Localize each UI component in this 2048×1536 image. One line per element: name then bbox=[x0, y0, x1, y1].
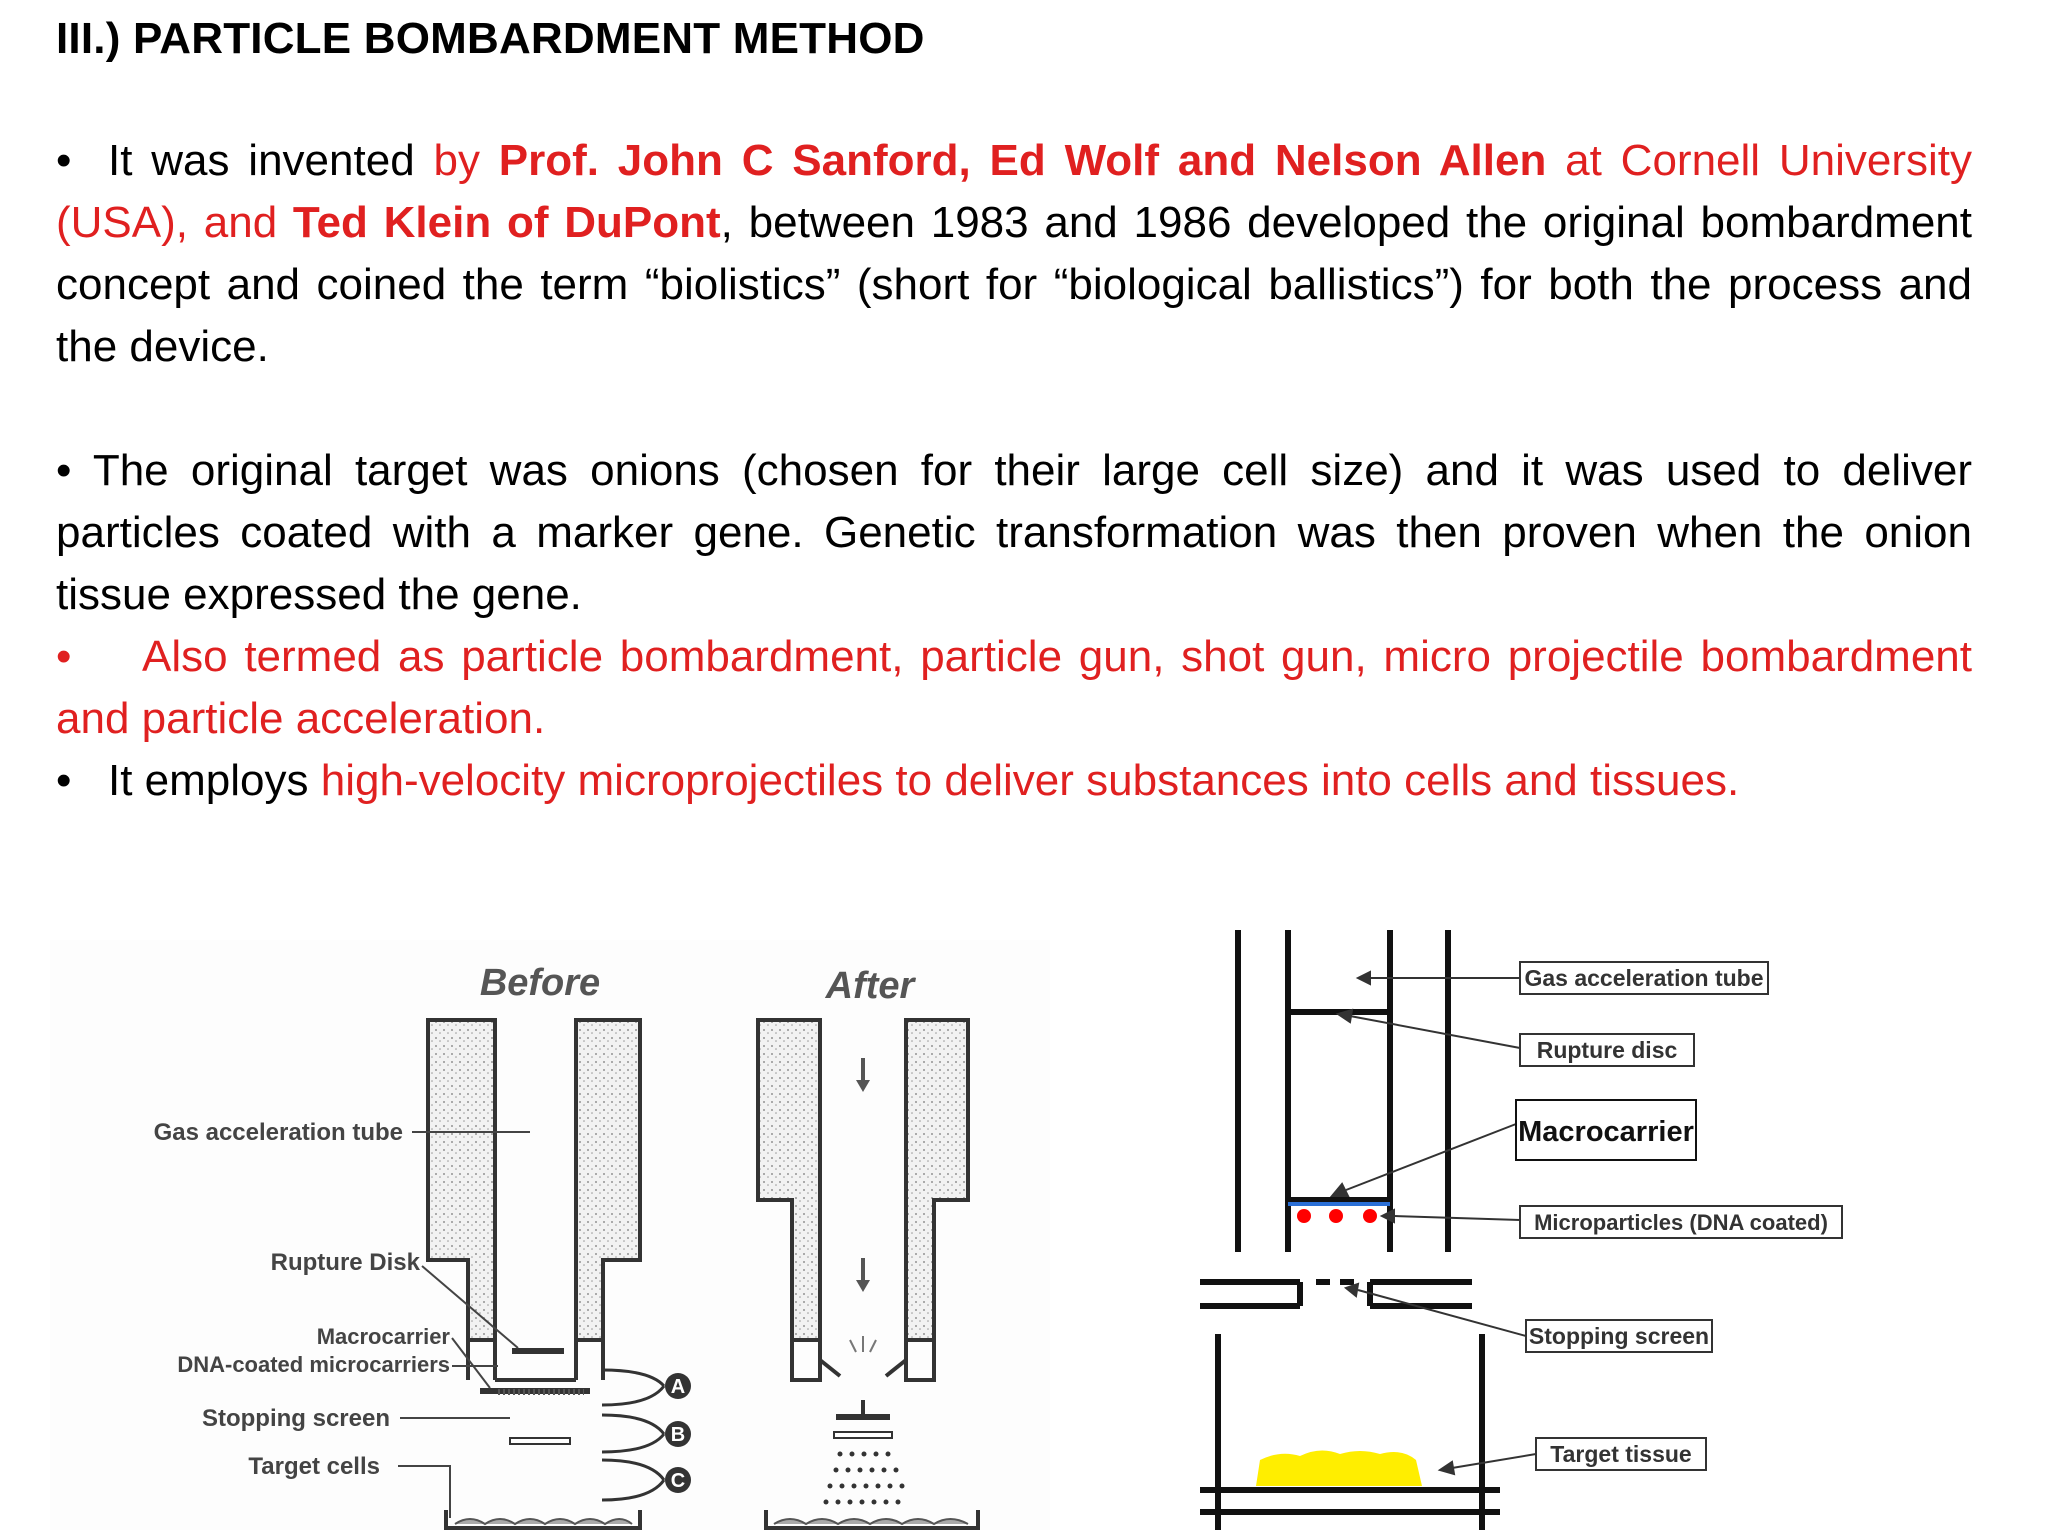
schematic-label-macrocarrier: Macrocarrier bbox=[1518, 1116, 1694, 1148]
microparticle bbox=[1329, 1209, 1343, 1223]
slide-body bbox=[56, 130, 1972, 812]
marker-a: A bbox=[670, 1376, 686, 1398]
before-label: Before bbox=[479, 962, 601, 1004]
bullet-marker: • bbox=[56, 136, 72, 185]
schematic-label-rupture-disc: Rupture disc bbox=[1536, 1037, 1678, 1063]
microparticle bbox=[1297, 1209, 1311, 1223]
bullet-marker: • bbox=[56, 756, 72, 805]
bullet-marker: • bbox=[56, 446, 72, 495]
label-macrocarrier: Macrocarrier bbox=[316, 1324, 450, 1349]
figure-before-after bbox=[50, 940, 1050, 1530]
label-gas-tube: Gas acceleration tube bbox=[153, 1119, 403, 1146]
schematic-label-target-tissue: Target tissue bbox=[1550, 1441, 1692, 1467]
marker-b: B bbox=[670, 1424, 686, 1446]
bullet-invention: • It was invented by Prof. John C Sanford, Ed Wolf and Nelson Allen at Cornell University (USA), and Ted Klein of DuPont, between 1983 and 1986 developed the original bombardment concept and coined the term “biolistics” (short for “biological ballistics”) for both the process and the device. bbox=[56, 130, 1972, 378]
label-stopping-screen: Stopping screen bbox=[201, 1405, 390, 1432]
schematic-label-gas-tube: Gas acceleration tube bbox=[1524, 965, 1764, 991]
marker-c: C bbox=[670, 1470, 686, 1492]
schematic-label-microparticles: Microparticles (DNA coated) bbox=[1534, 1210, 1828, 1235]
bullet-employs: • It employs high-velocity microprojectiles to deliver substances into cells and tissues. bbox=[56, 750, 1972, 812]
bullet-onion: • The original target was onions (chosen for their large cell size) and it was used to deliver particles coated with a marker gene. Genetic transformation was then proven when the onion tissue expressed the gene. bbox=[56, 446, 1972, 619]
label-dna-microcarriers: DNA-coated microcarriers bbox=[177, 1352, 450, 1377]
bullet-terms: • Also termed as particle bombardment, particle gun, shot gun, micro projectile bombardment and particle acceleration. bbox=[56, 626, 1972, 750]
bullet-marker: • bbox=[56, 632, 72, 681]
label-target-cells: Target cells bbox=[248, 1453, 380, 1480]
label-rupture-disk: Rupture Disk bbox=[270, 1249, 420, 1276]
microparticle bbox=[1363, 1209, 1377, 1223]
target-tissue-blob bbox=[1256, 1450, 1422, 1486]
slide-title: III.) PARTICLE BOMBARDMENT METHOD bbox=[56, 14, 925, 63]
after-label: After bbox=[825, 965, 915, 1007]
figure-gene-gun-schematic bbox=[1190, 920, 1970, 1530]
schematic-label-stopping-screen: Stopping screen bbox=[1528, 1323, 1710, 1349]
